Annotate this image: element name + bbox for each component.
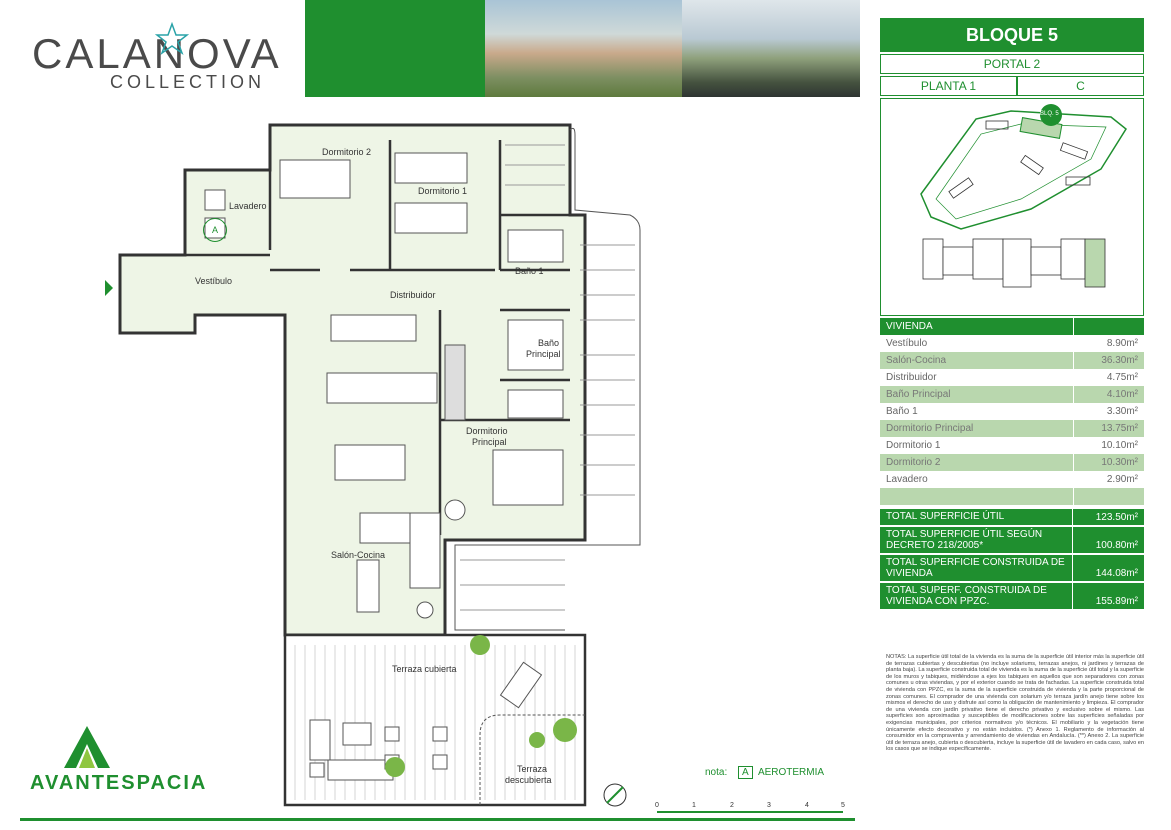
table-row: [880, 437, 1144, 454]
building-photo: [485, 0, 682, 97]
total-row: [880, 509, 1144, 525]
row-value: 4.75m²: [1073, 369, 1144, 386]
aerotermia-text: AEROTERMIA: [757, 767, 825, 778]
total-row: [880, 527, 1144, 553]
header-green-band: [305, 0, 485, 97]
scale-tick-label: 2: [730, 802, 734, 809]
row-name: Lavadero: [886, 474, 928, 485]
room-lavadero: Lavadero: [229, 201, 267, 211]
room-terraza-descubierta-line2: descubierta: [505, 775, 552, 785]
room-dormitorio-principal-line1: Dormitorio: [466, 426, 508, 436]
row-value: 2.90m²: [1073, 471, 1144, 488]
scale-bar: [655, 802, 845, 816]
letra-label: C: [1017, 76, 1144, 96]
room-bano-principal-line1: Baño: [538, 338, 560, 348]
total-name: TOTAL SUPERFICIE CONSTRUIDA DE VIVIENDA: [880, 555, 1073, 581]
row-name: Vestíbulo: [886, 338, 928, 349]
room-vestibulo: Vestíbulo: [195, 276, 233, 286]
row-value: 36.30m²: [1073, 352, 1144, 369]
table-row: [880, 454, 1144, 471]
room-bano-principal-line2: Principal: [526, 349, 561, 359]
row-value: 10.10m²: [1073, 437, 1144, 454]
row-name: Dormitorio Principal: [886, 423, 974, 434]
row-value: 8.90m²: [1073, 335, 1144, 352]
scale-tick-label: 4: [805, 802, 809, 809]
footer-line: [20, 818, 855, 821]
planta-label: PLANTA 1: [880, 76, 1017, 96]
total-row: [880, 583, 1144, 609]
aerotermia-marker: A: [203, 218, 227, 242]
total-row: [880, 555, 1144, 581]
table-row-empty: [880, 488, 1144, 505]
collection-logo-text: COLLECTION: [110, 72, 266, 92]
table-row: [880, 471, 1144, 488]
logo-star-icon: [155, 22, 189, 56]
total-name: TOTAL SUPERFICIE ÚTIL SEGÚN DECRETO 218/2005*: [880, 527, 1073, 553]
key-plan: [880, 98, 1144, 316]
row-name: Dormitorio 1: [886, 440, 941, 451]
room-terraza-descubierta-line1: Terraza: [517, 764, 548, 774]
avantespacia-logo-icon: [62, 724, 112, 770]
scale-line: [657, 811, 843, 813]
table-row: [880, 369, 1144, 386]
total-name: TOTAL SUPERFICIE ÚTIL: [880, 509, 1073, 525]
scale-tick-label: 0: [655, 802, 659, 809]
row-value: 13.75m²: [1073, 420, 1144, 437]
avantespacia-logo-text: AVANTESPACIA: [30, 772, 208, 794]
portal-label: PORTAL 2: [880, 54, 1144, 74]
table-row: [880, 403, 1144, 420]
nota-label: nota:: [705, 767, 728, 778]
total-value: 155.89m²: [1095, 596, 1138, 607]
vivienda-header: VIVIENDA: [886, 321, 933, 332]
terrace-view-photo: [682, 0, 860, 97]
total-value: 100.80m²: [1095, 540, 1138, 551]
room-dormitorio-2: Dormitorio 2: [322, 147, 372, 157]
total-name: TOTAL SUPERF. CONSTRUIDA DE VIVIENDA CON PPZC.: [880, 583, 1073, 609]
row-name: Distribuidor: [886, 372, 937, 383]
room-distribuidor: Distribuidor: [390, 290, 436, 300]
site-plan-diagram: [881, 99, 1143, 315]
row-name: Baño 1: [886, 406, 918, 417]
room-bano-1: Baño 1: [515, 266, 544, 276]
table-row: [880, 352, 1144, 369]
total-value: 123.50m²: [1095, 512, 1138, 523]
row-name: Salón-Cocina: [886, 355, 947, 366]
room-terraza-cubierta: Terraza cubierta: [392, 664, 457, 674]
total-value: 144.08m²: [1095, 568, 1138, 579]
row-name: Dormitorio 2: [886, 457, 941, 468]
notes-text: NOTAS: La superficie útil total de la vivienda es la suma de la superficie útil interior más la superficie útil de terrazas cubiertas y descubiertas (no incluye solariums, terrazas anejos, ni jardines y terrazas de planta baja). La superficie construida total de vivienda es la suma de la superficie útil total y la superficie de los muros y tabiques, midiéndose a ejes los tabiques en aquellos que son separadores con zonas comunes u otras viviendas, y por el exterior cuando se trata de fachadas. La superficie construida total de vivienda con PPZC, es la suma de la superficie construida de vivienda y la parte proporcional de zonas comunes. El comprador de una vivienda con solarium y/o terraza jardín anejo tiene sobre los mismos el derecho de uso y disfrute así como la obligación de mantenimiento y limpieza. El comprador de una vivienda con jardín privativo tiene el derecho privativo y exclusivo sobre el mismo. Las superficies son aproximadas y susceptibles de modificaciones sobre las superficies señaladas por exigencias municipales, por criterios normativos y/o técnicos. El mobiliario y la vegetación tiene únicamente efecto decorativo y no están incluidos. (*) Anexo 1. Reglamento de información al consumidor en la compraventa y arrendamiento de viviendas en Andalucía. (**) Anexo 2. La superficie útil de terraza anejo, cubierta o descubierta, incluye la superficie útil de lavadero en cada caso, salvo en los casos que se indique específicamente.: [886, 654, 1144, 753]
row-name: Baño Principal: [886, 389, 951, 400]
room-dormitorio-principal-line2: Principal: [472, 437, 507, 447]
row-value: 10.30m²: [1073, 454, 1144, 471]
nota-legend: [705, 766, 824, 779]
row-value: 3.30m²: [1073, 403, 1144, 420]
scale-tick-label: 3: [767, 802, 771, 809]
scale-tick-label: 1: [692, 802, 696, 809]
table-row: [880, 386, 1144, 403]
calanova-logo: CALANOVA: [32, 30, 282, 77]
floor-plan: [95, 115, 655, 820]
row-value: 4.10m²: [1073, 386, 1144, 403]
aerotermia-mark: A: [738, 766, 753, 779]
room-salon-cocina: Salón-Cocina: [331, 550, 386, 560]
scale-tick-label: 5: [841, 802, 845, 809]
keyplan-block-tag: BLQ. 5: [1040, 111, 1059, 117]
table-row: [880, 335, 1144, 352]
table-header: [880, 318, 1144, 335]
room-dormitorio-1: Dormitorio 1: [418, 186, 468, 196]
bloque-title: BLOQUE 5: [880, 18, 1144, 52]
area-table: [880, 318, 1144, 611]
table-row: [880, 420, 1144, 437]
